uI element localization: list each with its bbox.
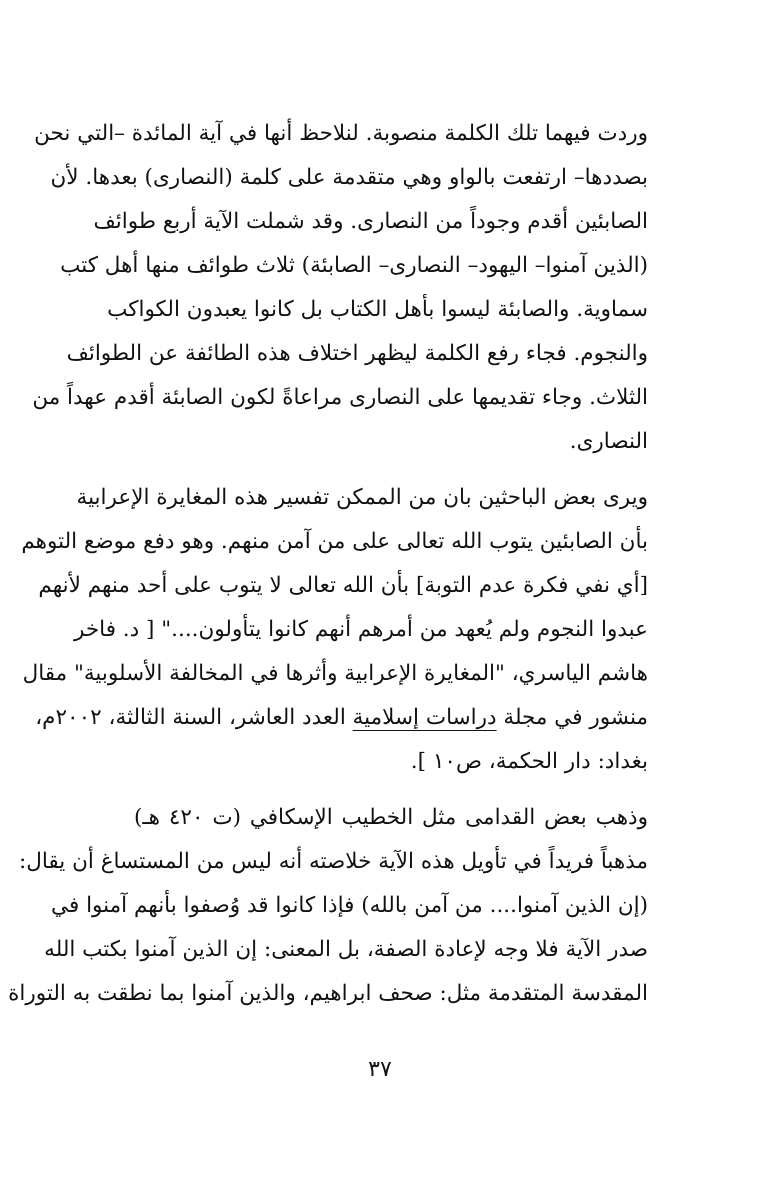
text-line: والنجوم. فجاء رفع الكلمة ليظهر اختلاف هذه الطائفة عن الطوائف: [66, 341, 648, 366]
text-line: (إن الذين آمنوا.... من آمن بالله) فإذا كانوا قد وُصفوا بأنهم آمنوا في: [51, 893, 648, 918]
text-line: (الذين آمنوا– اليهود– النصارى– الصابئة) ثلاث طوائف منها أهل كتب: [60, 253, 648, 278]
page-number: ٣٧: [368, 1057, 392, 1082]
text-line: مذهباً فريداً في تأويل هذه الآية خلاصته أنه ليس من المستساغ أن يقال:: [18, 849, 648, 874]
text-line: عبدوا النجوم ولم يُعهد من أمرهم أنهم كانوا يتأولون...." [ د. فاخر: [73, 617, 648, 642]
citation-text: العدد العاشر، السنة الثالثة، ٢٠٠٢م،: [35, 705, 353, 730]
text-line: بأن الصابئين يتوب الله تعالى على من آمن منهم. وهو دفع موضع التوهم: [21, 529, 648, 554]
text-line: الصابئين أقدم وجوداً من النصارى. وقد شملت الآية أربع طوائف: [93, 209, 648, 234]
text-line: وردت فيهما تلك الكلمة منصوبة. لنلاحظ أنها في آية المائدة –التي نحن: [34, 121, 648, 146]
book-page: [8, 112, 649, 1112]
text-line: سماوية. والصابئة ليسوا بأهل الكتاب بل كانوا يعبدون الكواكب: [107, 297, 648, 322]
paragraph-first-line: ويرى بعض الباحثين بان من الممكن تفسير هذه المغايرة الإعرابية: [76, 485, 648, 510]
citation-line: [35, 696, 648, 740]
text-line: الثلاث. وجاء تقديمها على النصارى مراعاةً لكون الصابئة أقدم عهداً من: [32, 385, 648, 410]
text-line: بصددها– ارتفعت بالواو وهي متقدمة على كلمة (النصارى) بعدها. لأن: [50, 165, 648, 190]
text-line: بغداد: دار الحكمة، ص١٠ ].: [410, 749, 648, 774]
citation-text: منشور في مجلة: [496, 705, 648, 730]
journal-title: دراسات إسلامية: [352, 705, 497, 730]
text-line: النصارى.: [569, 429, 648, 454]
paragraph-first-line: وذهب بعض القدامى مثل الخطيب الإسكافي (ت ٤٢٠ هـ): [134, 805, 649, 830]
text-line: المقدسة المتقدمة مثل: صحف ابراهيم، والذين آمنوا بما نطقت به التوراة: [8, 981, 648, 1006]
text-line: صدر الآية فلا وجه لإعادة الصفة، بل المعنى: إن الذين آمنوا بكتب الله: [44, 937, 648, 962]
text-line: [أي نفي فكرة عدم التوبة] بأن الله تعالى لا يتوب على أحد منهم لأنهم: [38, 573, 648, 598]
text-line: هاشم الياسري، "المغايرة الإعرابية وأثرها في المخالفة الأسلوبية" مقال: [22, 661, 648, 686]
